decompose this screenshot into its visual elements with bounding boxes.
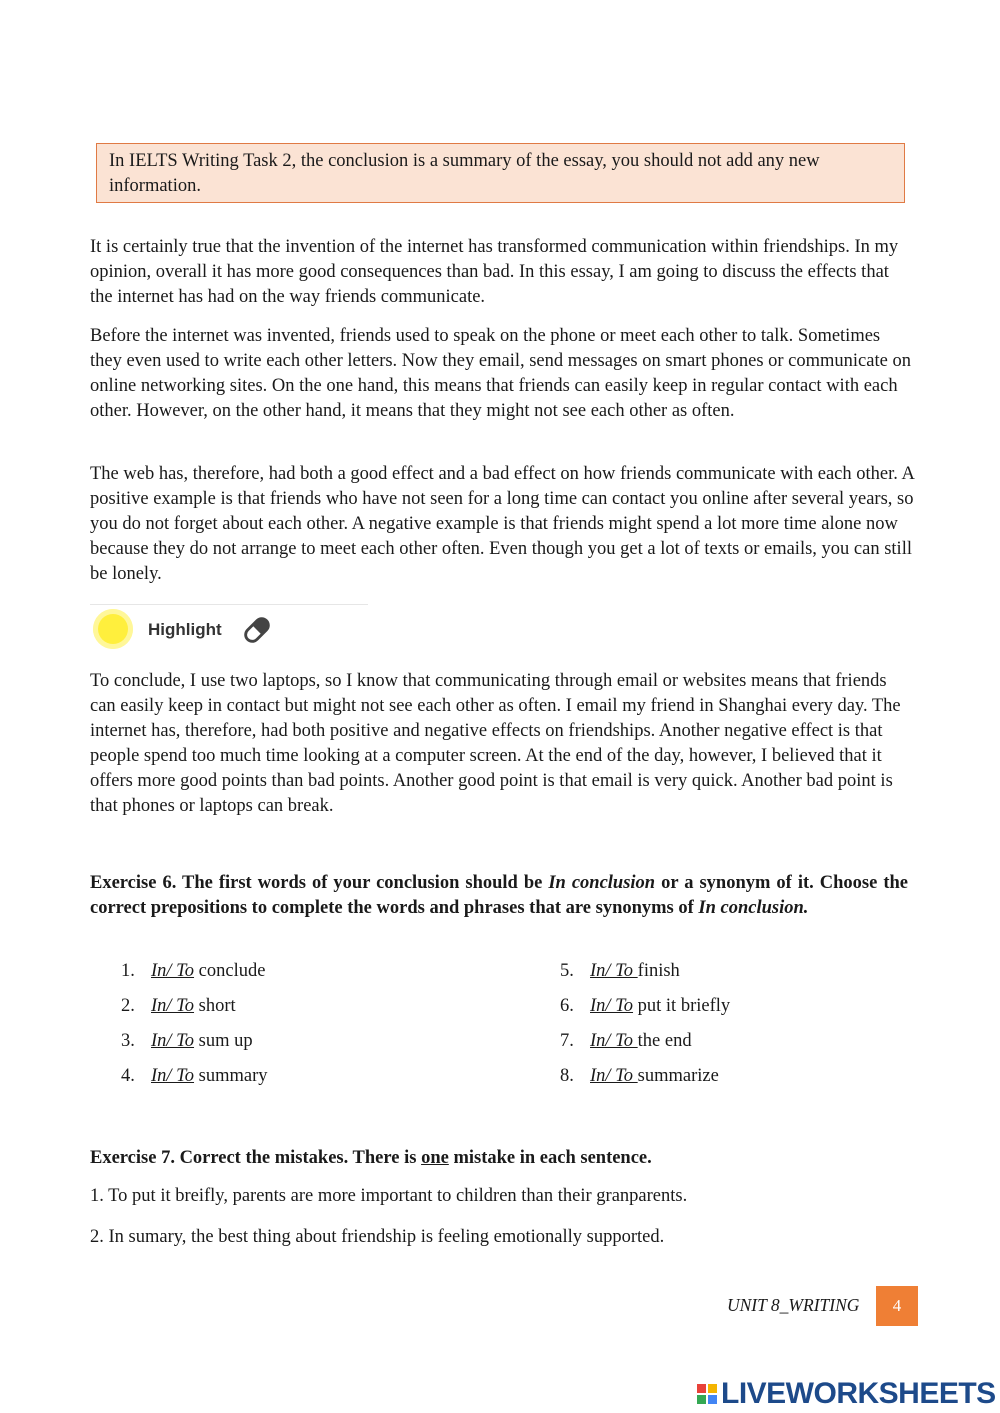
exercise-6-title-text-2: or a synonym of it. Choose the correct prepositions to complete the words and phrases that are synonyms of bbox=[90, 873, 908, 918]
essay-paragraph-conclusion: To conclude, I use two laptops, so I know that communicating through email or websites means that friends can easily keep in contact but might not see each other as often. I email my friend in Shanghai every day. The internet has, therefore, had both positive and negative effects on friendships. Another negative effect is that people spend too much time looking at a computer screen. At the end of the day, however, I believed that it offers more good points than bad points. Another good point is that email is very quick. Another bad point is that phones or laptops can break. bbox=[90, 671, 901, 816]
exercise-6-title-text-1: Exercise 6. The first words of your conclusion should be bbox=[90, 873, 549, 893]
exercise-6-item bbox=[121, 1064, 268, 1089]
eraser-icon[interactable] bbox=[238, 611, 276, 649]
exercise-6-title-emphasis-1: In conclusion bbox=[548, 873, 656, 893]
logo-text: LIVEWORKSHEETS bbox=[721, 1377, 996, 1410]
preposition-choice[interactable]: In/ To bbox=[590, 996, 634, 1016]
exercise-6-item bbox=[121, 1029, 253, 1054]
exercise-6-item bbox=[121, 959, 265, 984]
essay-paragraph-body-2: The web has, therefore, had both a good effect and a bad effect on how friends communicate with each other. A positive example is that friends who have not seen for a long time can contact you online after several years, so you do not forget about each other. A negative example is that friends might spend a lot more time alone now because they do not arrange to meet each other often. Even though you get a lot of texts or emails, you can still be lonely. bbox=[90, 464, 914, 584]
exercise-7-title bbox=[90, 1146, 908, 1171]
annotation-toolbar bbox=[90, 604, 368, 657]
item-number: 5. bbox=[560, 961, 574, 981]
liveworksheets-logo bbox=[697, 1378, 996, 1410]
item-phrase: the end bbox=[637, 1031, 692, 1051]
info-note-box bbox=[96, 143, 905, 203]
preposition-choice[interactable]: In/ To bbox=[151, 1066, 195, 1086]
exercise-7-sentence-1[interactable]: 1. To put it breifly, parents are more important to children than their granparents. bbox=[90, 1186, 688, 1206]
exercise-7-title-text-1: Exercise 7. Correct the mistakes. There is bbox=[90, 1148, 422, 1168]
item-number: 4. bbox=[121, 1066, 135, 1086]
item-number: 8. bbox=[560, 1066, 574, 1086]
preposition-choice[interactable]: In/ To bbox=[151, 1031, 195, 1051]
item-phrase: short bbox=[194, 996, 236, 1016]
essay-paragraph-body-1: Before the internet was invented, friends used to speak on the phone or meet each other to talk. Sometimes they even used to write each other letters. Now they email, send messages on smart phones or communicate on online networking sites. On the one hand, this means that friends can easily keep in regular contact with each other. However, on the other hand, it means that they might not see each other as often. bbox=[90, 326, 911, 421]
item-phrase: summary bbox=[194, 1066, 268, 1086]
exercise-6-item bbox=[560, 1064, 719, 1089]
info-note-text: In IELTS Writing Task 2, the conclusion is a summary of the essay, you should not add any new information. bbox=[109, 151, 820, 196]
exercise-6-item bbox=[560, 959, 680, 984]
exercise-7-title-text-2: mistake in each sentence. bbox=[448, 1148, 652, 1168]
item-phrase: finish bbox=[637, 961, 680, 981]
exercise-6-item bbox=[121, 994, 236, 1019]
footer-unit-label: UNIT 8_WRITING bbox=[727, 1295, 860, 1315]
preposition-choice[interactable]: In/ To bbox=[590, 1031, 638, 1051]
highlighter-icon[interactable] bbox=[93, 609, 133, 649]
highlight-button[interactable]: Highlight bbox=[148, 620, 222, 639]
preposition-choice[interactable]: In/ To bbox=[590, 961, 638, 981]
preposition-choice[interactable]: In/ To bbox=[590, 1066, 638, 1086]
item-phrase: summarize bbox=[637, 1066, 719, 1086]
exercise-6-title-emphasis-2: In conclusion. bbox=[698, 898, 809, 918]
preposition-choice[interactable]: In/ To bbox=[151, 961, 195, 981]
item-number: 1. bbox=[121, 961, 135, 981]
exercise-7-title-underlined: one bbox=[421, 1148, 449, 1168]
item-number: 6. bbox=[560, 996, 574, 1016]
item-phrase: sum up bbox=[194, 1031, 253, 1051]
exercise-6-item bbox=[560, 1029, 692, 1054]
exercise-6-title bbox=[90, 871, 908, 921]
item-phrase: put it briefly bbox=[633, 996, 731, 1016]
preposition-choice[interactable]: In/ To bbox=[151, 996, 195, 1016]
essay-paragraph-intro: It is certainly true that the invention of the internet has transformed communication within friendships. In my opinion, overall it has more good consequences than bad. In this essay, I am going to discuss the effects that the internet has had on the way friends communicate. bbox=[90, 237, 899, 307]
item-number: 2. bbox=[121, 996, 135, 1016]
exercise-7-sentence-2[interactable]: 2. In sumary, the best thing about friendship is feeling emotionally supported. bbox=[90, 1227, 665, 1247]
logo-mark-icon bbox=[697, 1381, 719, 1407]
page-number: 4 bbox=[892, 1296, 902, 1315]
exercise-6-item bbox=[560, 994, 730, 1019]
item-number: 3. bbox=[121, 1031, 135, 1051]
page-number-badge bbox=[876, 1286, 918, 1326]
item-number: 7. bbox=[560, 1031, 574, 1051]
item-phrase: conclude bbox=[194, 961, 266, 981]
